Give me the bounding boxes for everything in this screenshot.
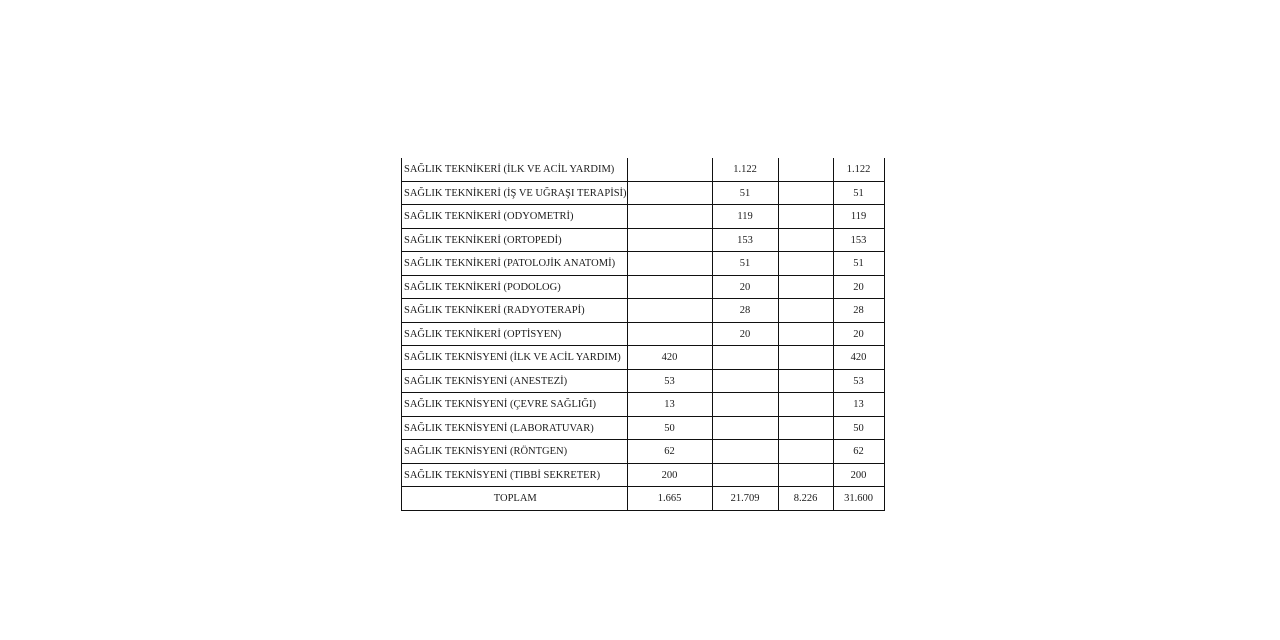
- cell-col2: [712, 416, 778, 440]
- table-row: [402, 393, 885, 417]
- table-row: [402, 299, 885, 323]
- cell-col1: 13: [627, 393, 712, 417]
- cell-col3: [778, 181, 833, 205]
- cell-col3: [778, 299, 833, 323]
- position-name: SAĞLIK TEKNİSYENİ (İLK VE ACİL YARDIM): [402, 346, 628, 370]
- cell-col3: [778, 346, 833, 370]
- cell-total: 28: [833, 299, 884, 323]
- cell-total: 200: [833, 463, 884, 487]
- cell-col3: [778, 205, 833, 229]
- table-row: [402, 158, 885, 181]
- cell-total: 119: [833, 205, 884, 229]
- table-row: [402, 346, 885, 370]
- cell-col3: [778, 393, 833, 417]
- position-name: SAĞLIK TEKNİKERİ (RADYOTERAPİ): [402, 299, 628, 323]
- total-col3: 8.226: [778, 487, 833, 511]
- cell-total: 51: [833, 252, 884, 276]
- cell-total: 13: [833, 393, 884, 417]
- position-name: SAĞLIK TEKNİKERİ (OPTİSYEN): [402, 322, 628, 346]
- position-name: SAĞLIK TEKNİSYENİ (RÖNTGEN): [402, 440, 628, 464]
- cell-total: 20: [833, 322, 884, 346]
- cell-col3: [778, 158, 833, 181]
- table-row: [402, 181, 885, 205]
- cell-total: 53: [833, 369, 884, 393]
- cell-col3: [778, 440, 833, 464]
- cell-col2: [712, 393, 778, 417]
- cell-total: 51: [833, 181, 884, 205]
- cell-col2: 51: [712, 181, 778, 205]
- cell-col2: 153: [712, 228, 778, 252]
- total-label: TOPLAM: [402, 487, 628, 511]
- cell-col1: [627, 299, 712, 323]
- cell-col2: 119: [712, 205, 778, 229]
- cell-col1: [627, 205, 712, 229]
- cell-col3: [778, 275, 833, 299]
- cell-col2: 20: [712, 275, 778, 299]
- table-row: [402, 416, 885, 440]
- cell-col1: 420: [627, 346, 712, 370]
- cell-col1: [627, 275, 712, 299]
- position-name: SAĞLIK TEKNİSYENİ (LABORATUVAR): [402, 416, 628, 440]
- cell-total: 50: [833, 416, 884, 440]
- table-row: [402, 463, 885, 487]
- total-col1: 1.665: [627, 487, 712, 511]
- cell-col2: [712, 440, 778, 464]
- staffing-table: [401, 158, 885, 511]
- total-col2: 21.709: [712, 487, 778, 511]
- cell-total: 153: [833, 228, 884, 252]
- table-row: [402, 440, 885, 464]
- position-name: SAĞLIK TEKNİKERİ (İLK VE ACİL YARDIM): [402, 158, 628, 181]
- cell-col2: [712, 346, 778, 370]
- cell-col3: [778, 463, 833, 487]
- cell-col1: 53: [627, 369, 712, 393]
- cell-col1: [627, 181, 712, 205]
- position-name: SAĞLIK TEKNİSYENİ (TIBBİ SEKRETER): [402, 463, 628, 487]
- cell-col2: 28: [712, 299, 778, 323]
- cell-col1: 62: [627, 440, 712, 464]
- cell-col1: 200: [627, 463, 712, 487]
- total-row: [402, 487, 885, 511]
- position-name: SAĞLIK TEKNİKERİ (PATOLOJİK ANATOMİ): [402, 252, 628, 276]
- position-name: SAĞLIK TEKNİSYENİ (ÇEVRE SAĞLIĞI): [402, 393, 628, 417]
- cell-total: 62: [833, 440, 884, 464]
- cell-col3: [778, 252, 833, 276]
- cell-total: 20: [833, 275, 884, 299]
- position-name: SAĞLIK TEKNİKERİ (ORTOPEDİ): [402, 228, 628, 252]
- cell-col2: [712, 463, 778, 487]
- table-row: [402, 369, 885, 393]
- cell-col2: 51: [712, 252, 778, 276]
- cell-col1: [627, 158, 712, 181]
- position-name: SAĞLIK TEKNİKERİ (İŞ VE UĞRAŞI TERAPİSİ): [402, 181, 628, 205]
- cell-col1: [627, 322, 712, 346]
- cell-col1: 50: [627, 416, 712, 440]
- table-row: [402, 205, 885, 229]
- table-row: [402, 275, 885, 299]
- cell-col3: [778, 416, 833, 440]
- cell-total: 1.122: [833, 158, 884, 181]
- total-grand: 31.600: [833, 487, 884, 511]
- cell-col1: [627, 252, 712, 276]
- table-row: [402, 252, 885, 276]
- position-name: SAĞLIK TEKNİSYENİ (ANESTEZİ): [402, 369, 628, 393]
- cell-col3: [778, 369, 833, 393]
- cell-col2: [712, 369, 778, 393]
- table-row: [402, 322, 885, 346]
- cell-total: 420: [833, 346, 884, 370]
- position-name: SAĞLIK TEKNİKERİ (ODYOMETRİ): [402, 205, 628, 229]
- table-row: [402, 228, 885, 252]
- position-name: SAĞLIK TEKNİKERİ (PODOLOG): [402, 275, 628, 299]
- cell-col1: [627, 228, 712, 252]
- cell-col3: [778, 322, 833, 346]
- cell-col3: [778, 228, 833, 252]
- cell-col2: 20: [712, 322, 778, 346]
- cell-col2: 1.122: [712, 158, 778, 181]
